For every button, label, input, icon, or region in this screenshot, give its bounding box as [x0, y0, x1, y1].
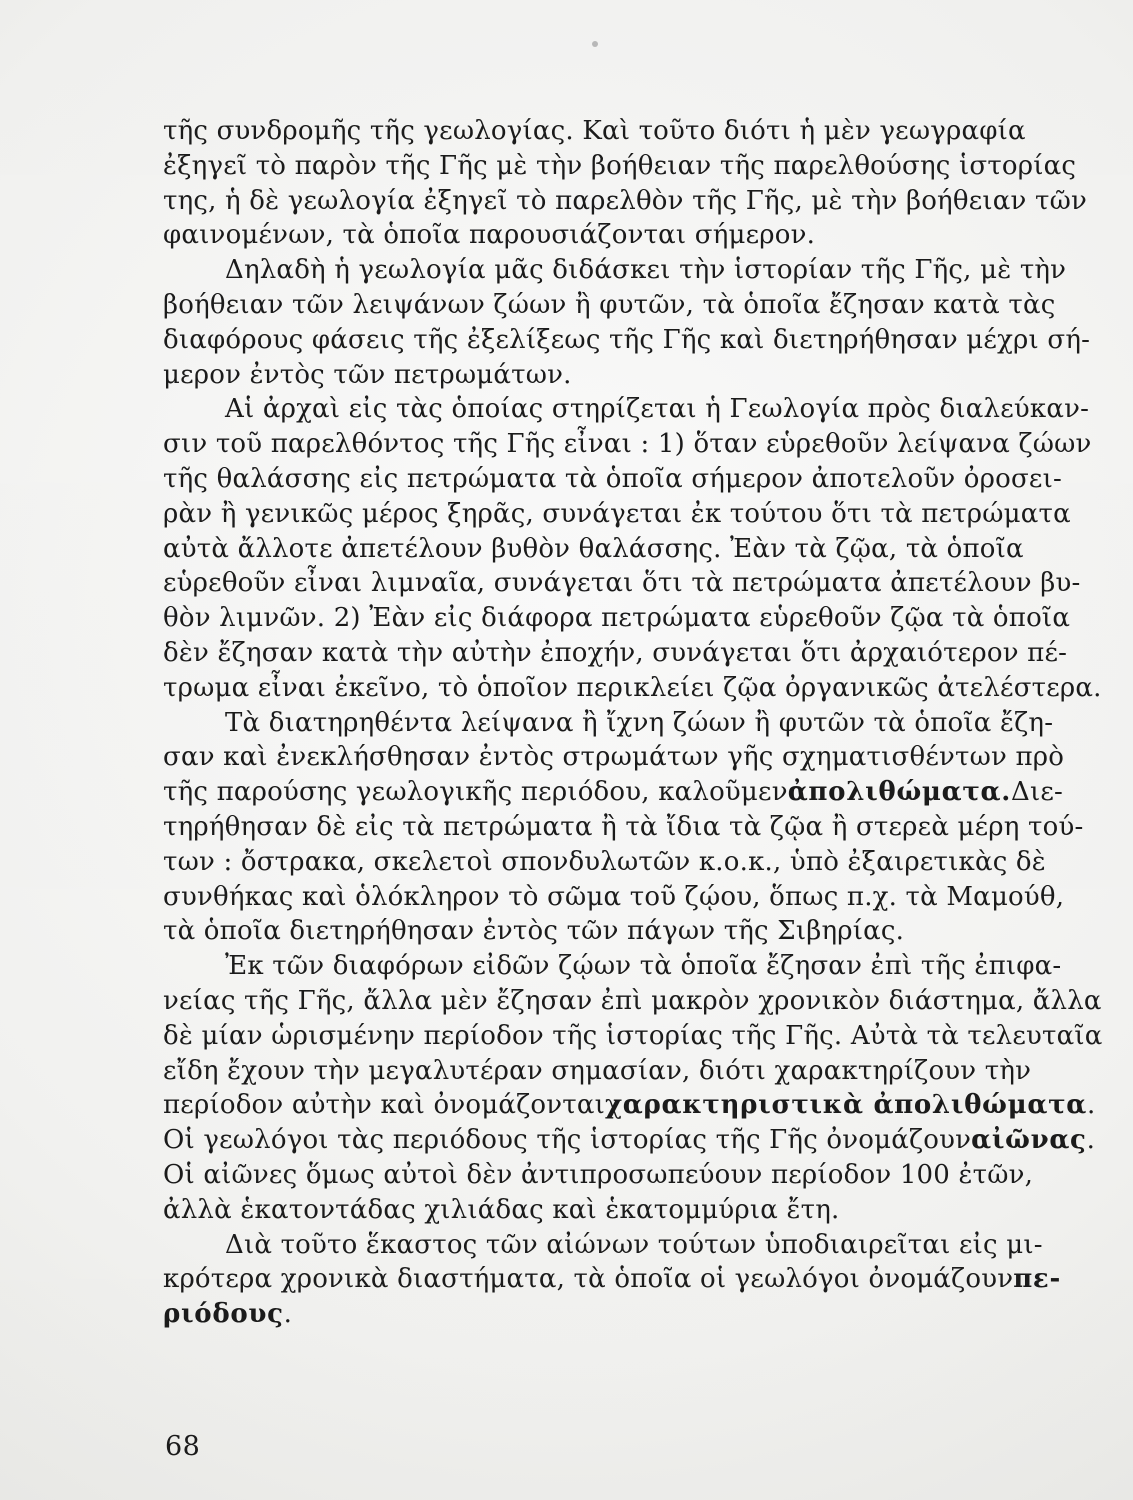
text-segment: τηρήθησαν δὲ εἰς τὰ πετρώματα ἢ τὰ ἴδια τὰ ζῷα ἢ στερεὰ μέρη τού-	[163, 811, 1084, 842]
text-line	[163, 1158, 1033, 1193]
text-line	[163, 184, 1087, 219]
text-segment: εὑρεθοῦν εἶναι λιμναῖα, συνάγεται ὅτι τὰ πετρώματα ἀπετέλουν βυ-	[163, 568, 1081, 599]
text-line	[163, 323, 1091, 358]
text-segment: Αἱ ἀρχαὶ εἰς τὰς ὁποίας στηρίζεται ἡ Γεωλογία πρὸς διαλεύκαν-	[225, 394, 1090, 425]
text-segment: ρὰν ἢ γενικῶς μέρος ξηρᾶς, συνάγεται ἐκ τούτου ὅτι τὰ πετρώματα	[163, 498, 1071, 529]
text-line	[163, 845, 1046, 880]
text-segment: δὲ μίαν ὡρισμένην περίοδον τῆς ἱστορίας τῆς Γῆς. Αὐτὰ τὰ τελευταῖα	[163, 1020, 1103, 1051]
text-segment: .	[1086, 1090, 1096, 1121]
text-segment: δὲν ἔζησαν κατὰ τὴν αὐτὴν ἐποχήν, συνάγεται ὅτι ἀρχαιότερον πέ-	[163, 637, 1068, 668]
text-segment: διαφόρους φάσεις τῆς ἐξελίξεως τῆς Γῆς καὶ διετηρήθησαν μέχρι σή-	[163, 324, 1091, 355]
text-line	[163, 253, 1067, 288]
text-segment: Τὰ διατηρηθέντα λείψανα ἢ ἴχνη ζώων ἢ φυτῶν τὰ ὁποῖα ἔζη-	[225, 707, 1054, 738]
text-segment: Διὰ τοῦτο ἕκαστος τῶν αἰώνων τούτων ὑποδιαιρεῖται εἰς μι-	[225, 1229, 1043, 1260]
text-line	[163, 427, 1092, 462]
text-segment: κρότερα χρονικὰ διαστήματα, τὰ ὁποῖα οἱ γεωλόγοι ὀνομάζουν	[163, 1264, 1014, 1295]
text-segment: περίοδον αὐτὴν καὶ ὀνομάζονται	[163, 1090, 605, 1121]
text-segment: εἴδη ἔχουν τὴν μεγαλυτέραν σημασίαν, διότι χαρακτηρίζουν τὴν	[163, 1055, 1032, 1086]
text-segment: Οἱ γεωλόγοι τὰς περιόδους τῆς ἱστορίας τῆς Γῆς ὀνομάζουν	[163, 1125, 972, 1156]
text-line	[163, 392, 1090, 427]
text-segment: Οἱ αἰῶνες ὅμως αὐτοὶ δὲν ἀντιπροσωπεύουν περίοδον 100 ἐτῶν,	[163, 1159, 1034, 1190]
text-segment: σιν τοῦ παρελθόντος τῆς Γῆς εἶναι : 1) ὅταν εὑρεθοῦν λείψανα ζώων	[163, 429, 1092, 460]
text-line	[163, 740, 1065, 775]
text-line	[163, 636, 1068, 671]
text-line	[163, 671, 1102, 706]
text-line	[163, 601, 1071, 636]
page-body-text	[163, 114, 1103, 1332]
bold-term-fossils: ἀπολιθώματα.	[787, 777, 1011, 808]
bold-term-characteristic-fossils: χαρακτηριστικὰ ἀπολιθώματα	[604, 1090, 1087, 1121]
text-segment: θὸν λιμνῶν. 2) Ἐὰν εἰς διάφορα πετρώματα εὑρεθοῦν ζῷα τὰ ὁποῖα	[163, 603, 1071, 634]
text-line	[163, 1297, 1033, 1332]
text-segment: μερον ἐντὸς τῶν πετρωμάτων.	[163, 359, 572, 390]
text-line	[163, 949, 1062, 984]
bold-term-eras: αἰῶνας	[971, 1125, 1087, 1156]
text-segment: .	[283, 1299, 293, 1330]
text-line	[163, 1054, 1033, 1089]
text-line	[163, 149, 1077, 184]
text-segment: σαν καὶ ἐνεκλήσθησαν ἐντὸς στρωμάτων γῆς σχηματισθέντων πρὸ	[163, 742, 1065, 773]
text-segment: τῆς παρούσης γεωλογικῆς περιόδου, καλοῦμεν	[163, 777, 788, 808]
text-segment: φαινομένων, τὰ ὁποῖα παρουσιάζονται σήμερον.	[163, 220, 816, 251]
text-line-content	[163, 775, 1063, 810]
text-segment: Διε-	[1011, 777, 1064, 808]
text-line	[163, 706, 1054, 741]
text-line	[163, 1228, 1043, 1263]
text-segment: ἀλλὰ ἑκατοντάδας χιλιάδας καὶ ἑκατομμύρια ἔτη.	[163, 1194, 840, 1225]
text-line	[163, 462, 1062, 497]
text-line	[163, 775, 1064, 810]
text-segment: συνθήκας καὶ ὁλόκληρον τὸ σῶμα τοῦ ζῴου, ὅπως π.χ. τὰ Μαμούθ,	[163, 881, 1065, 912]
text-segment: των : ὄστρακα, σκελετοὶ σπονδυλωτῶν κ.ο.κ., ὑπὸ ἐξαιρετικὰς δὲ	[163, 846, 1046, 877]
text-line-content	[163, 1262, 1061, 1297]
text-segment: Δηλαδὴ ἡ γεωλογία μᾶς διδάσκει τὴν ἱστορίαν τῆς Γῆς, μὲ τὴν	[225, 255, 1067, 286]
text-segment: τῆς συνδρομῆς τῆς γεωλογίας. Καὶ τοῦτο διότι ἡ μὲν γεωγραφία	[163, 116, 1026, 146]
text-line-content	[163, 1088, 1095, 1123]
text-segment: αὐτὰ ἄλλοτε ἀπετέλουν βυθὸν θαλάσσης. Ἐὰν τὰ ζῷα, τὰ ὁποῖα	[163, 533, 1024, 564]
text-segment: τὰ ὁποῖα διετηρήθησαν ἐντὸς τῶν πάγων τῆς Σιβηρίας.	[163, 916, 905, 947]
text-line	[163, 114, 1033, 149]
text-segment: βοήθειαν τῶν λειψάνων ζώων ἢ φυτῶν, τὰ ὁποῖα ἔζησαν κατὰ τὰς	[163, 289, 1056, 320]
printing-speck	[592, 41, 598, 47]
text-line	[163, 566, 1081, 601]
text-line	[163, 532, 1033, 567]
text-line	[163, 358, 1033, 393]
text-line	[163, 914, 1033, 949]
page-number: 68	[165, 1431, 201, 1462]
text-line	[163, 1088, 1096, 1123]
text-line	[163, 288, 1056, 323]
text-line	[163, 1019, 1103, 1054]
text-segment: .	[1086, 1125, 1096, 1156]
text-segment: τρωμα εἶναι ἐκεῖνο, τὸ ὁποῖον περικλείει ζῷα ὀργανικῶς ἀτελέστερα.	[163, 672, 1102, 703]
text-line	[163, 497, 1071, 532]
text-segment: ἐξηγεῖ τὸ παρὸν τῆς Γῆς μὲ τὴν βοήθειαν τῆς παρελθούσης ἱστορίας	[163, 150, 1077, 181]
text-line	[163, 984, 1102, 1019]
bold-term-periods-start: πε-	[1013, 1264, 1061, 1295]
text-segment: Ἐκ τῶν διαφόρων εἰδῶν ζῴων τὰ ὁποῖα ἔζησαν ἐπὶ τῆς ἐπιφα-	[225, 951, 1062, 982]
text-line	[163, 1193, 1033, 1228]
text-line	[163, 810, 1084, 845]
text-line	[163, 880, 1065, 915]
text-segment: της, ἡ δὲ γεωλογία ἐξηγεῖ τὸ παρελθὸν τῆς Γῆς, μὲ τὴν βοήθειαν τῶν	[163, 185, 1087, 216]
text-segment: νείας τῆς Γῆς, ἄλλα μὲν ἔζησαν ἐπὶ μακρὸν χρονικὸν διάστημα, ἄλλα	[163, 985, 1102, 1016]
text-line	[163, 1123, 1096, 1158]
bold-term-periods-end: ριόδους	[163, 1299, 284, 1330]
text-line	[163, 1262, 1061, 1297]
text-segment: τῆς θαλάσσης εἰς πετρώματα τὰ ὁποῖα σήμερον ἀποτελοῦν ὀροσει-	[163, 463, 1062, 494]
text-line	[163, 218, 1033, 253]
text-line-content	[163, 1123, 1095, 1158]
